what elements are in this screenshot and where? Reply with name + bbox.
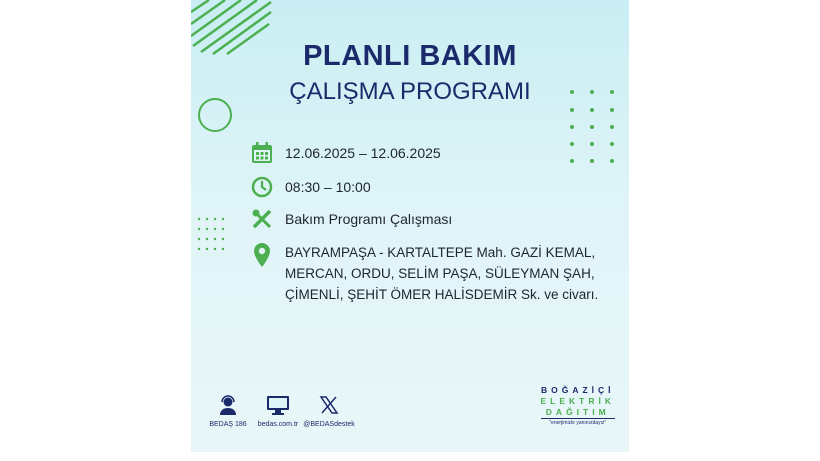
- location-pin-icon: [251, 242, 273, 268]
- date-range: 12.06.2025 – 12.06.2025: [285, 145, 441, 161]
- page-subtitle: ÇALIŞMA PROGRAMI: [289, 78, 531, 105]
- decorative-dots-left: [196, 216, 228, 252]
- page-title: PLANLI BAKIM: [303, 40, 517, 72]
- clock-icon: [251, 176, 273, 198]
- location-line: MERCAN, ORDU, SELİM PAŞA, SÜLEYMAN ŞAH,: [285, 266, 595, 281]
- work-type: Bakım Programı Çalışması: [285, 211, 453, 227]
- call-center-icon: [218, 395, 238, 415]
- footer-website[interactable]: bedas.com.tr: [243, 395, 313, 428]
- calendar-icon: [251, 142, 273, 164]
- announcement-card: [191, 0, 629, 452]
- location-row: [251, 242, 598, 305]
- x-logo-icon: [319, 395, 339, 415]
- time-row: [251, 176, 371, 198]
- monitor-icon: [266, 395, 290, 415]
- date-row: [251, 142, 441, 164]
- brand-logo: BOĞAZİÇİ ELEKTRİK DAĞITIM "enerjimizle yanınızdayız": [540, 385, 615, 426]
- location-line: ÇİMENLİ, ŞEHİT ÖMER HALİSDEMİR Sk. ve civarı.: [285, 287, 599, 302]
- work-type-row: [251, 208, 452, 230]
- footer-x-handle[interactable]: @BEDASdestek: [294, 395, 364, 428]
- time-range: 08:30 – 10:00: [285, 179, 371, 195]
- footer-phone: BEDAŞ 186: [193, 395, 263, 428]
- location-line: BAYRAMPAŞA - KARTALTEPE Mah. GAZİ KEMAL,: [285, 245, 596, 260]
- tools-icon: [251, 208, 273, 230]
